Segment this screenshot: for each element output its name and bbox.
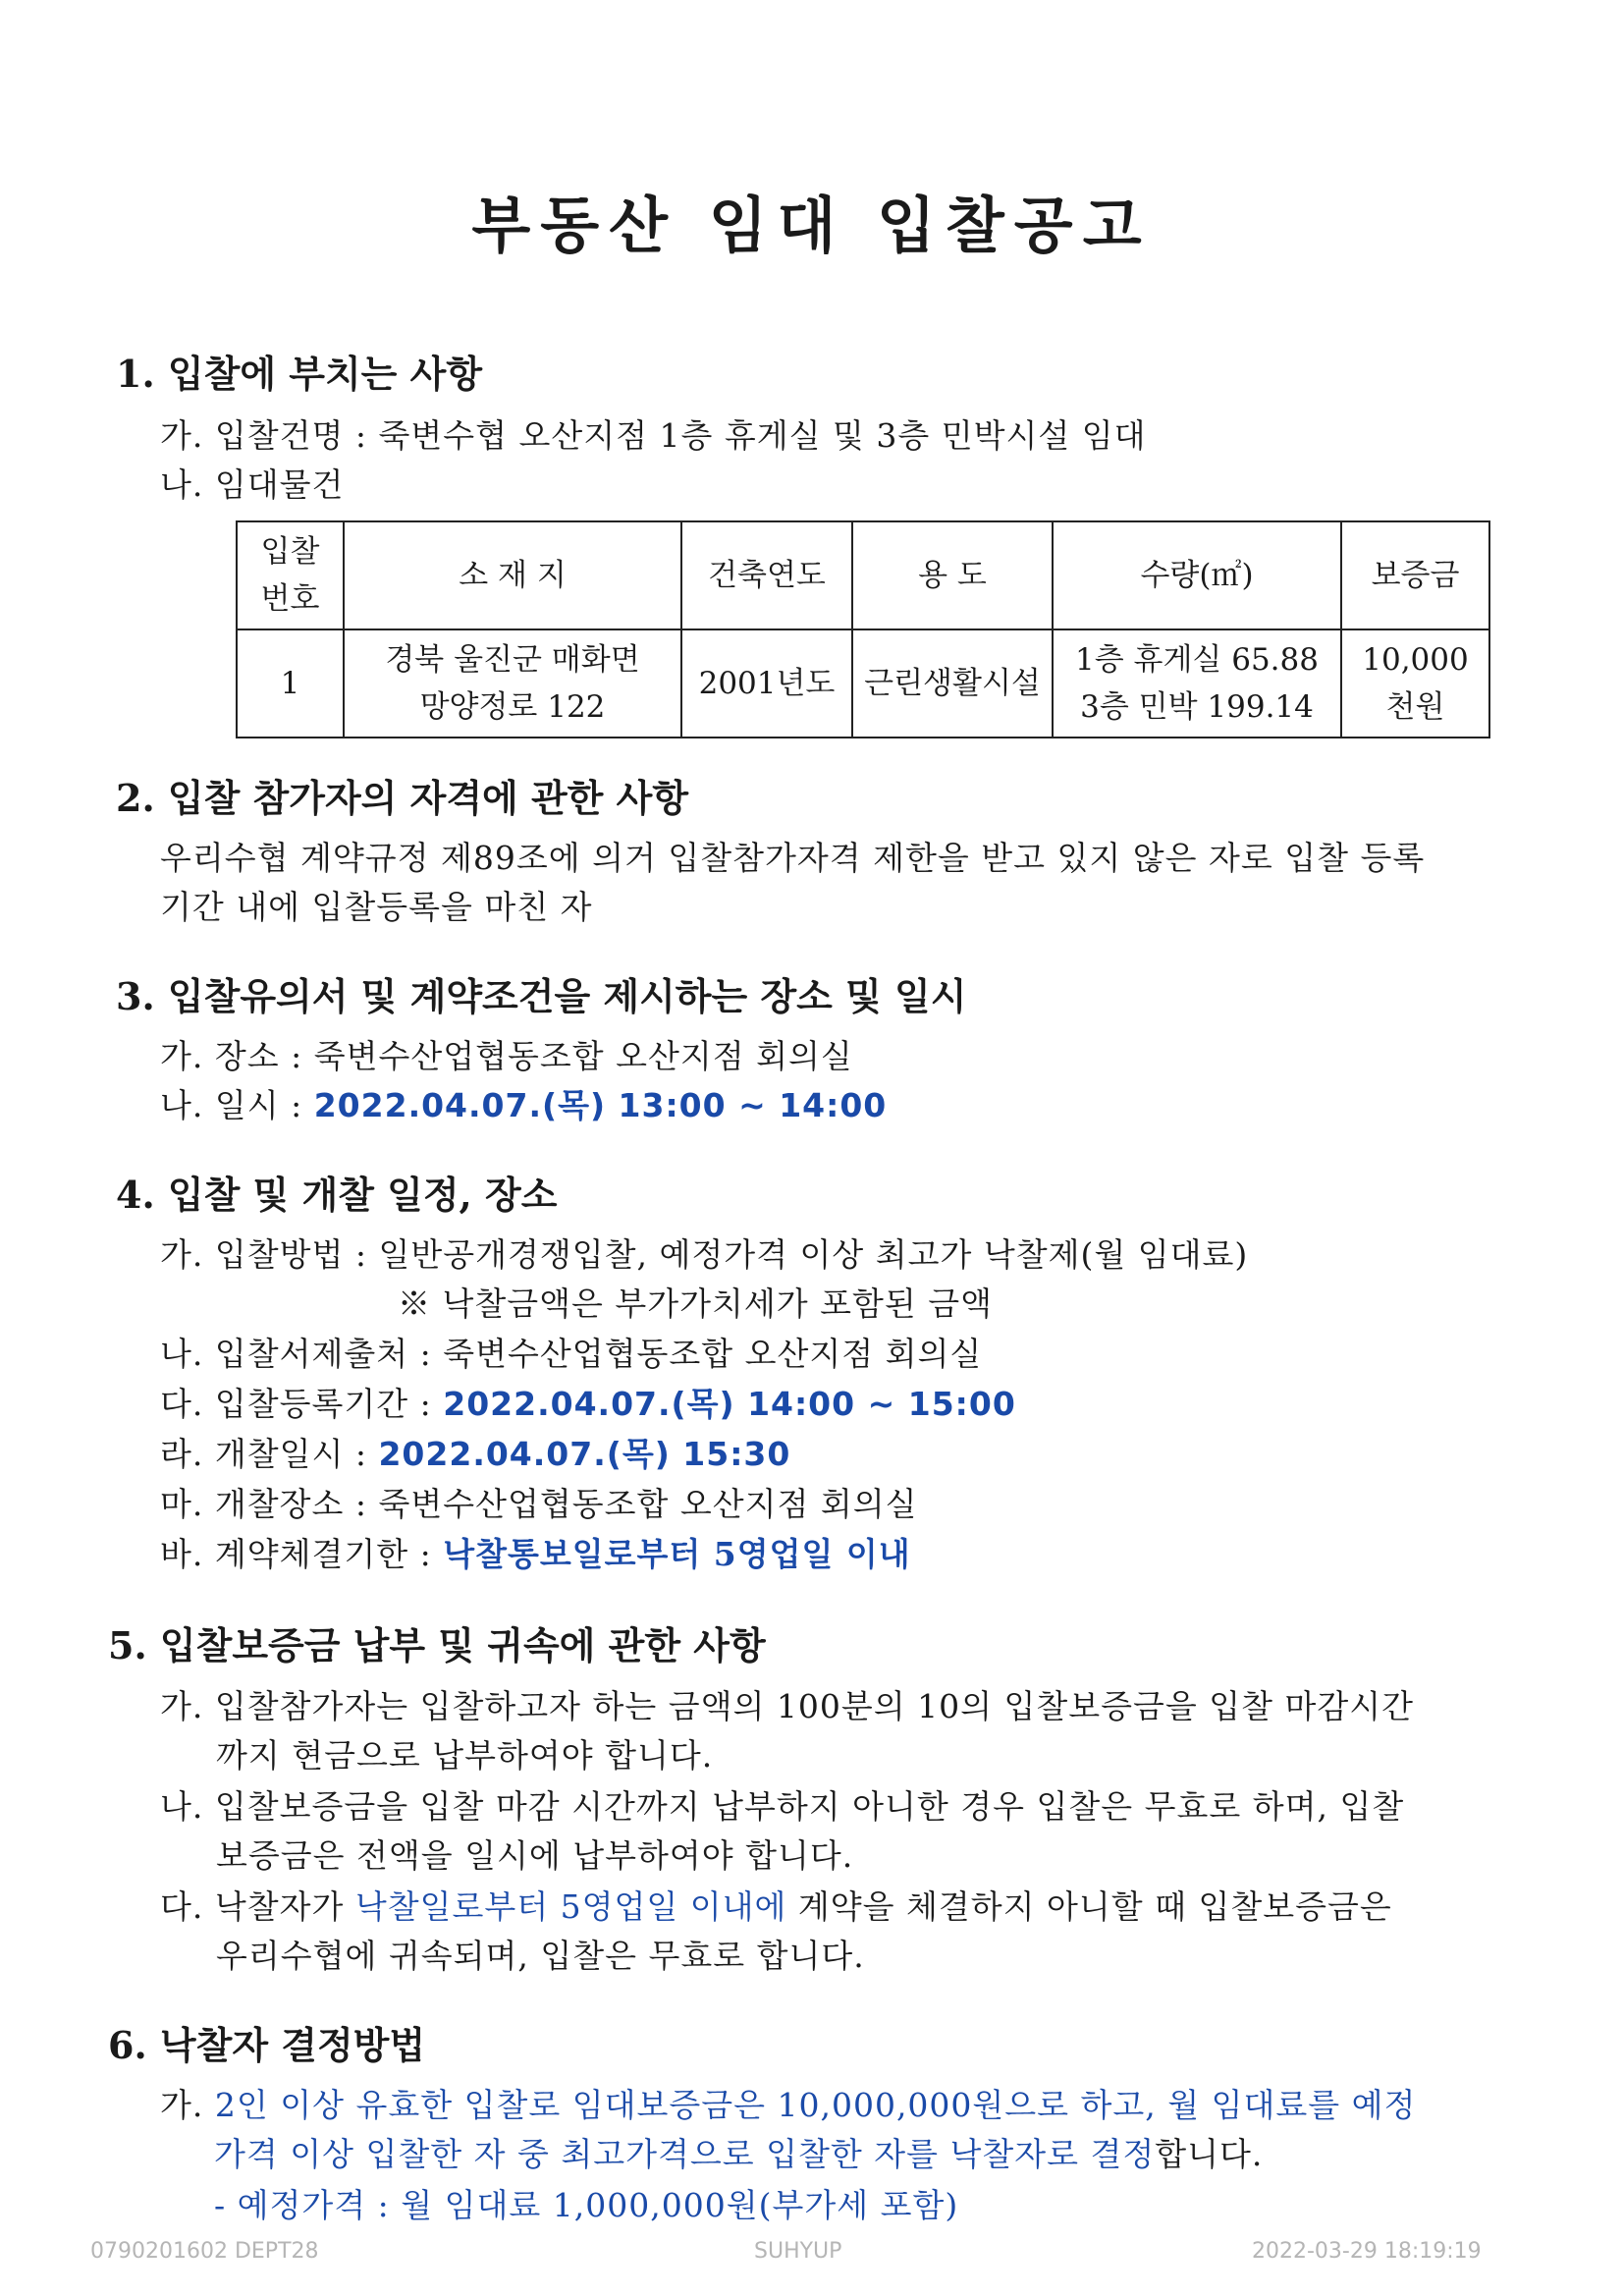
- cell-use: 근린생활시설: [852, 629, 1053, 738]
- section-6-item-a-line-1: [160, 2080, 1416, 2126]
- section-5-item-c-highlight: 낙찰일로부터 5영업일 이내에: [354, 1887, 787, 1926]
- section-5-item-b-line-2: 보증금은 전액을 일시에 납부하여야 합니다.: [216, 1836, 854, 1875]
- section-4-item-f-label: 바. 계약체결기한 :: [160, 1535, 444, 1573]
- section-4-item-f: [160, 1529, 911, 1575]
- section-5-item-c-pre: 다. 낙찰자가: [160, 1887, 355, 1926]
- section-4-item-e: 마. 개찰장소 : 죽변수산업협동조합 오산지점 회의실: [160, 1485, 918, 1523]
- section-5-item-c-post: 계약을 체결하지 아니할 때 입찰보증금은: [786, 1887, 1392, 1926]
- table-header-row: [237, 521, 1489, 629]
- section-3-heading: 3. 입찰유의서 및 계약조건을 제시하는 장소 및 일시: [116, 974, 967, 1018]
- section-5-item-c-line-1: [160, 1882, 1392, 1928]
- section-4-item-d: [160, 1429, 790, 1475]
- section-6-item-a-highlight-2: 가격 이상 입찰한 자 중 최고가격으로 입찰한 자를 낙찰자로 결정: [214, 2135, 1156, 2173]
- cell-location: 경북 울진군 매화면 망양정로 122: [344, 629, 681, 738]
- section-5-item-a-line-2: 까지 현금으로 납부하여야 합니다.: [216, 1736, 714, 1775]
- cell-deposit: 10,000천원: [1341, 629, 1489, 738]
- table-row: [237, 629, 1489, 738]
- section-6-reserve-price: - 예정가격 : 월 임대료 1,000,000원(부가세 포함): [214, 2186, 959, 2224]
- section-4-contract-deadline: 낙찰통보일로부터 5영업일 이내: [443, 1535, 911, 1573]
- section-5-item-a-line-1: 가. 입찰참가자는 입찰하고자 하는 금액의 100분의 10의 입찰보증금을 입찰 마감시간: [160, 1687, 1414, 1725]
- document-title: 부동산 임대 입찰공고: [471, 190, 1152, 261]
- header-year: 건축연도: [681, 521, 852, 629]
- section-6-item-a-post: 합니다.: [1155, 2135, 1264, 2173]
- section-2-heading: 2. 입찰 참가자의 자격에 관한 사항: [116, 776, 689, 820]
- section-5-item-b-line-1: 나. 입찰보증금을 입찰 마감 시간까지 납부하지 아니한 경우 입찰은 무효로 하며, 입찰: [160, 1787, 1405, 1826]
- section-2-line-1: 우리수협 계약규정 제89조에 의거 입찰참가자격 제한을 받고 있지 않은 자로 입찰 등록: [160, 839, 1426, 877]
- section-3-datetime: 2022.04.07.(목) 13:00 ~ 14:00: [313, 1086, 888, 1124]
- header-use: 용 도: [852, 521, 1053, 629]
- section-3-item-a: 가. 장소 : 죽변수산업협동조합 오산지점 회의실: [160, 1037, 853, 1075]
- section-6-item-a-line-2: [214, 2129, 1263, 2175]
- property-table: [236, 520, 1490, 738]
- cell-quantity: 1층 휴게실 65.88 3층 민박 199.14: [1053, 629, 1341, 738]
- section-3-item-b-label: 나. 일시 :: [160, 1086, 314, 1124]
- section-6-item-a-pre: 가.: [160, 2086, 215, 2124]
- section-1-heading: 1. 입찰에 부치는 사항: [116, 352, 483, 396]
- section-4-heading: 4. 입찰 및 개찰 일정, 장소: [116, 1173, 558, 1217]
- header-deposit: 보증금: [1341, 521, 1489, 629]
- section-4-registration-period: 2022.04.07.(목) 14:00 ~ 15:00: [443, 1385, 1016, 1423]
- section-4-item-d-label: 라. 개찰일시 :: [160, 1435, 379, 1473]
- section-5-heading: 5. 입찰보증금 납부 및 귀속에 관한 사항: [108, 1623, 766, 1667]
- header-location: 소 재 지: [344, 521, 681, 629]
- cell-year: 2001년도: [681, 629, 852, 738]
- section-6-item-a-highlight-1: 2인 이상 유효한 입찰로 임대보증금은 10,000,000원으로 하고, 월 임대료를 예정: [214, 2086, 1417, 2124]
- section-4-item-a-note: ※ 낙찰금액은 부가가치세가 포함된 금액: [398, 1285, 994, 1323]
- section-1-item-b: 나. 임대물건: [160, 465, 345, 504]
- section-3-item-b: [160, 1080, 887, 1126]
- cell-bid-no: 1: [237, 629, 344, 738]
- header-quantity: 수량(㎡): [1053, 521, 1341, 629]
- section-4-item-b: 나. 입찰서제출처 : 죽변수산업협동조합 오산지점 회의실: [160, 1335, 983, 1373]
- section-2-line-2: 기간 내에 입찰등록을 마친 자: [160, 888, 593, 926]
- section-4-item-a: 가. 입찰방법 : 일반공개경쟁입찰, 예정가격 이상 최고가 낙찰제(월 임대료): [160, 1235, 1249, 1274]
- section-4-item-c-label: 다. 입찰등록기간 :: [160, 1385, 444, 1423]
- section-4-item-c: [160, 1379, 1016, 1425]
- section-1-item-a: 가. 입찰건명 : 죽변수협 오산지점 1층 휴게실 및 3층 민박시설 임대: [160, 416, 1147, 455]
- footer-timestamp: 2022-03-29 18:19:19: [1252, 2239, 1482, 2264]
- section-4-opening-datetime: 2022.04.07.(목) 15:30: [378, 1435, 791, 1473]
- section-6-heading: 6. 낙찰자 결정방법: [108, 2023, 426, 2067]
- section-5-item-c-line-2: 우리수협에 귀속되며, 입찰은 무효로 합니다.: [216, 1937, 865, 1975]
- header-bid-no: 입찰 번호: [237, 521, 344, 629]
- footer-org: SUHYUP: [754, 2239, 842, 2264]
- footer-dept-code: 0790201602 DEPT28: [90, 2239, 319, 2264]
